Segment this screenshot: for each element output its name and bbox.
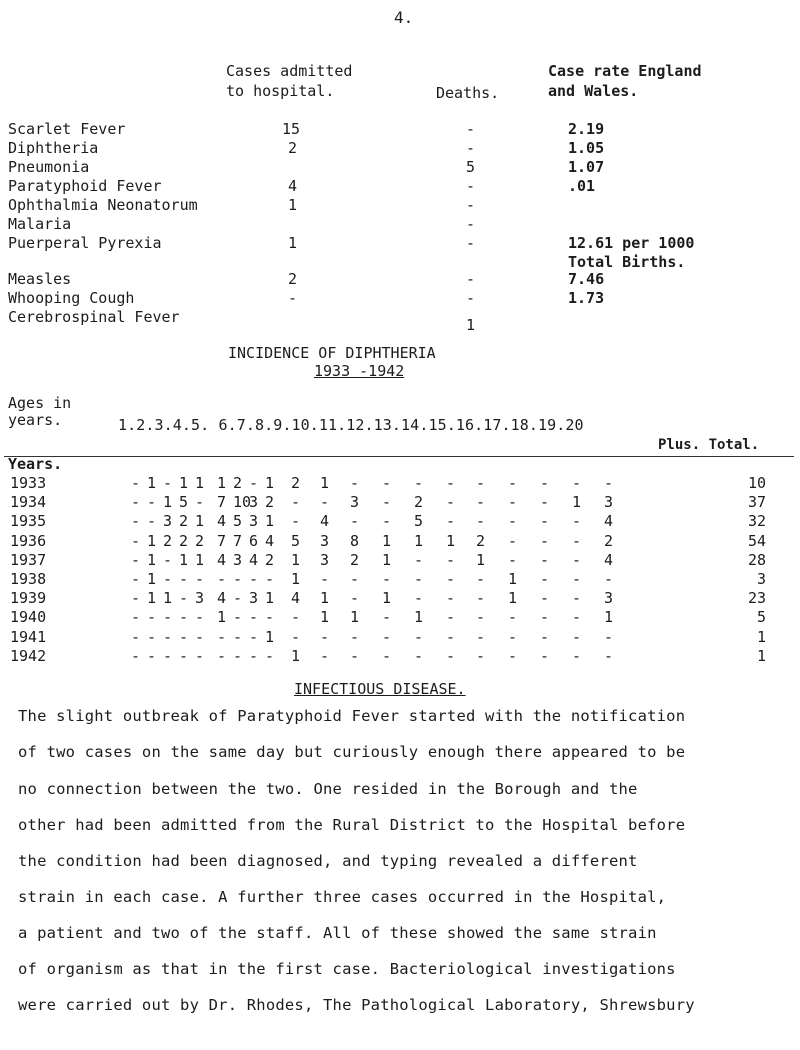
age-cell: - (233, 570, 243, 588)
age-cell: 3 (604, 589, 614, 607)
total-cell: 1 (756, 647, 766, 665)
age-cell: 1 (320, 608, 330, 626)
age-cell: 2 (604, 532, 614, 550)
age-cell: - (540, 608, 550, 626)
age-cell: 7 (217, 493, 227, 511)
age-cell: - (131, 474, 141, 492)
age-cell: - (540, 474, 550, 492)
deaths-value: - (466, 177, 476, 195)
age-cell: - (131, 589, 141, 607)
age-cell: - (604, 628, 614, 646)
age-cell: 4 (249, 551, 259, 569)
age-cell: 3 (604, 493, 614, 511)
age-cell: 2 (414, 493, 424, 511)
age-cell: 2 (195, 532, 205, 550)
admitted-value: 1 (288, 196, 298, 214)
age-cell: 5 (233, 512, 243, 530)
age-cell: - (508, 608, 518, 626)
year-label: 1939 (10, 589, 47, 607)
age-cell: - (540, 493, 550, 511)
age-cell: - (476, 493, 486, 511)
age-cell: - (233, 608, 243, 626)
admitted-value: 2 (288, 139, 298, 157)
age-cell: - (163, 551, 173, 569)
age-cell: 1 (382, 589, 392, 607)
admitted-value: 15 (282, 120, 301, 138)
age-cell: 1 (265, 512, 275, 530)
age-cell: - (147, 647, 157, 665)
age-cell: - (540, 532, 550, 550)
age-cell: - (540, 647, 550, 665)
age-cell: - (572, 608, 582, 626)
year-label: 1938 (10, 570, 47, 588)
disease-name: Diphtheria (8, 139, 99, 157)
age-cell: - (291, 493, 301, 511)
age-cell: 1 (572, 493, 582, 511)
deaths-header: Deaths. (436, 84, 500, 102)
age-cell: 1 (350, 608, 360, 626)
age-cell: 7 (217, 532, 227, 550)
age-cell: 1 (604, 608, 614, 626)
age-cell: - (446, 647, 456, 665)
deaths-value: - (466, 120, 476, 138)
age-cell: - (572, 589, 582, 607)
paragraph-line: of organism as that in the first case. Bacteriological investigations (18, 960, 676, 978)
rate-value: 2.19 (568, 120, 605, 138)
age-cell: - (163, 474, 173, 492)
age-cell: 3 (195, 589, 205, 607)
age-cell: 3 (249, 493, 259, 511)
age-cell: 3 (320, 532, 330, 550)
age-cell: - (131, 647, 141, 665)
age-cell: 3 (233, 551, 243, 569)
rate-value: 1.73 (568, 289, 605, 307)
age-cell: 1 (291, 570, 301, 588)
age-cell: - (350, 512, 360, 530)
age-cell: - (382, 628, 392, 646)
year-label: 1942 (10, 647, 47, 665)
age-cell: 4 (217, 512, 227, 530)
age-cell: - (540, 589, 550, 607)
header-divider (4, 456, 794, 457)
age-cell: - (476, 647, 486, 665)
deaths-value: - (466, 289, 476, 307)
age-cell: - (508, 512, 518, 530)
age-cell: - (572, 570, 582, 588)
disease-name: Malaria (8, 215, 72, 233)
age-cell: - (179, 647, 189, 665)
disease-name: Whooping Cough (8, 289, 135, 307)
age-cell: - (131, 628, 141, 646)
age-cell: - (508, 551, 518, 569)
age-cell: 1 (508, 570, 518, 588)
age-cell: - (446, 589, 456, 607)
age-cell: 1 (508, 589, 518, 607)
age-cell: - (604, 474, 614, 492)
age-cell: - (414, 570, 424, 588)
age-cell: - (249, 570, 259, 588)
age-cell: - (476, 512, 486, 530)
age-cell: - (195, 493, 205, 511)
age-cell: - (382, 608, 392, 626)
age-cell: 3 (163, 512, 173, 530)
age-cell: 4 (291, 589, 301, 607)
age-cell: - (163, 628, 173, 646)
age-cell: - (265, 570, 275, 588)
age-cell: - (233, 628, 243, 646)
age-cell: - (147, 628, 157, 646)
age-cell: - (414, 628, 424, 646)
year-label: 1936 (10, 532, 47, 550)
year-label: 1935 (10, 512, 47, 530)
deaths-value: - (466, 196, 476, 214)
rate-value: .01 (568, 177, 596, 195)
age-cell: - (572, 551, 582, 569)
age-cell: - (320, 647, 330, 665)
age-cell: - (217, 628, 227, 646)
age-cell: 10 (233, 493, 252, 511)
deaths-value: - (466, 234, 476, 252)
age-cell: - (249, 628, 259, 646)
age-cell: - (163, 570, 173, 588)
year-label: 1933 (10, 474, 47, 492)
deaths-value: - (466, 215, 476, 233)
age-cell: - (217, 647, 227, 665)
age-cell: 1 (217, 608, 227, 626)
total-cell: 1 (756, 628, 766, 646)
age-cell: 4 (217, 551, 227, 569)
age-cell: - (195, 628, 205, 646)
age-cell: - (446, 493, 456, 511)
age-cell: - (320, 628, 330, 646)
age-cell: - (163, 647, 173, 665)
admitted-value: 1 (288, 234, 298, 252)
age-cell: 5 (291, 532, 301, 550)
age-cell: - (382, 493, 392, 511)
deaths-value: 1 (466, 316, 476, 334)
age-cell: - (382, 512, 392, 530)
age-cell: - (540, 512, 550, 530)
rate-value: Total Births. (568, 253, 686, 271)
age-cell: - (446, 628, 456, 646)
year-label: 1940 (10, 608, 47, 626)
age-cell: 4 (217, 589, 227, 607)
age-cell: 4 (320, 512, 330, 530)
year-label: 1941 (10, 628, 47, 646)
age-cell: - (446, 474, 456, 492)
age-cell: - (163, 608, 173, 626)
rate-value: 1.07 (568, 158, 605, 176)
age-cell: - (131, 551, 141, 569)
age-cell: - (508, 647, 518, 665)
age-cell: 3 (350, 493, 360, 511)
admitted-header-line2: to hospital. (226, 82, 335, 100)
paragraph-line: of two cases on the same day but curiously enough there appeared to be (18, 743, 686, 761)
deaths-value: 5 (466, 158, 476, 176)
age-cell: 4 (604, 551, 614, 569)
age-cell: - (508, 532, 518, 550)
paragraph-line: The slight outbreak of Paratyphoid Fever started with the notification (18, 707, 686, 725)
disease-name: Pneumonia (8, 158, 90, 176)
age-cell: - (147, 608, 157, 626)
age-cell: - (195, 608, 205, 626)
age-cell: - (233, 647, 243, 665)
age-cell: - (476, 589, 486, 607)
paragraph-line: no connection between the two. One resided in the Borough and the (18, 780, 638, 798)
infectious-title: INFECTIOUS DISEASE. (294, 680, 466, 698)
age-cell: 1 (163, 589, 173, 607)
admitted-value: - (288, 289, 298, 307)
age-cell: - (540, 551, 550, 569)
age-cell: 1 (265, 628, 275, 646)
age-cell: 1 (476, 551, 486, 569)
age-cell: - (147, 493, 157, 511)
age-cell: - (291, 512, 301, 530)
age-cell: - (131, 493, 141, 511)
age-cell: 1 (179, 474, 189, 492)
age-cell: - (572, 628, 582, 646)
age-cell: 1 (382, 532, 392, 550)
age-cell: 4 (604, 512, 614, 530)
age-cell: 2 (233, 474, 243, 492)
total-cell: 37 (747, 493, 766, 511)
age-cell: - (233, 589, 243, 607)
age-cell: - (414, 551, 424, 569)
age-cell: 1 (446, 532, 456, 550)
age-cell: 6 (249, 532, 259, 550)
age-cell: 1 (179, 551, 189, 569)
age-cell: - (604, 647, 614, 665)
plus-total-header: Plus. Total. (658, 437, 760, 453)
age-cell: - (179, 570, 189, 588)
total-cell: 10 (747, 474, 766, 492)
age-cell: 1 (147, 474, 157, 492)
age-cell: 1 (414, 532, 424, 550)
age-cell: - (476, 628, 486, 646)
age-cell: 5 (179, 493, 189, 511)
admitted-value: 2 (288, 270, 298, 288)
age-cell: - (604, 570, 614, 588)
age-cell: - (572, 532, 582, 550)
age-cell: 2 (350, 551, 360, 569)
age-cell: - (350, 589, 360, 607)
paragraph-line: a patient and two of the staff. All of these showed the same strain (18, 924, 657, 942)
age-cell: - (179, 628, 189, 646)
diphtheria-period: 1933 -1942 (314, 362, 405, 380)
age-cell: - (414, 589, 424, 607)
disease-name: Measles (8, 270, 72, 288)
age-cell: 2 (265, 551, 275, 569)
age-cell: 1 (414, 608, 424, 626)
age-cell: - (320, 493, 330, 511)
age-cell: - (291, 628, 301, 646)
age-cell: 1 (147, 589, 157, 607)
age-cell: - (291, 608, 301, 626)
age-cell: - (540, 628, 550, 646)
deaths-value: - (466, 270, 476, 288)
age-cell: 5 (414, 512, 424, 530)
years-label: Years. (8, 455, 63, 473)
age-cell: - (147, 512, 157, 530)
age-cell: - (350, 647, 360, 665)
age-cell: 1 (291, 647, 301, 665)
total-cell: 28 (747, 551, 766, 569)
age-cell: 1 (320, 589, 330, 607)
age-cell: - (249, 474, 259, 492)
age-cell: - (540, 570, 550, 588)
age-cell: - (572, 647, 582, 665)
age-cell: 2 (179, 512, 189, 530)
age-cell: 1 (147, 570, 157, 588)
age-cell: 3 (249, 512, 259, 530)
age-cell: 4 (265, 532, 275, 550)
age-cell: - (446, 608, 456, 626)
diphtheria-title: INCIDENCE OF DIPHTHERIA (228, 344, 436, 362)
age-cell: 1 (265, 589, 275, 607)
age-cell: 2 (291, 474, 301, 492)
age-cell: 1 (147, 551, 157, 569)
age-cell: - (350, 628, 360, 646)
case-rate-header-line1: Case rate England (548, 62, 702, 80)
page-number: 4. (394, 8, 414, 27)
age-cell: 1 (291, 551, 301, 569)
age-cell: 1 (265, 474, 275, 492)
disease-name: Scarlet Fever (8, 120, 126, 138)
age-cell: - (320, 570, 330, 588)
age-cell: - (179, 608, 189, 626)
total-cell: 54 (747, 532, 766, 550)
age-cell: - (414, 647, 424, 665)
age-cell: - (382, 570, 392, 588)
age-cell: - (131, 608, 141, 626)
age-cell: 2 (163, 532, 173, 550)
age-cell: 1 (147, 532, 157, 550)
age-cell: 7 (233, 532, 243, 550)
disease-name: Paratyphoid Fever (8, 177, 162, 195)
age-cell: - (446, 512, 456, 530)
age-cell: - (195, 647, 205, 665)
rate-value: 12.61 per 1000 (568, 234, 695, 252)
age-cell: - (131, 512, 141, 530)
paragraph-line: other had been admitted from the Rural District to the Hospital before (18, 816, 686, 834)
age-cell: - (179, 589, 189, 607)
age-cell: - (508, 628, 518, 646)
paragraph-line: strain in each case. A further three cases occurred in the Hospital, (18, 888, 667, 906)
admitted-header-line1: Cases admitted (226, 62, 353, 80)
age-cell: 1 (320, 474, 330, 492)
age-cell: - (350, 570, 360, 588)
rate-value: 7.46 (568, 270, 605, 288)
age-cell: 1 (195, 512, 205, 530)
age-cell: 1 (195, 474, 205, 492)
age-cell: 8 (350, 532, 360, 550)
total-cell: 32 (747, 512, 766, 530)
age-cell: - (476, 570, 486, 588)
age-cell: - (572, 512, 582, 530)
total-cell: 3 (756, 570, 766, 588)
age-cell: - (195, 570, 205, 588)
age-cell: - (249, 608, 259, 626)
admitted-value: 4 (288, 177, 298, 195)
paragraph-line: were carried out by Dr. Rhodes, The Pathological Laboratory, Shrewsbury (18, 996, 695, 1014)
age-cell: - (217, 570, 227, 588)
age-cell: - (265, 647, 275, 665)
age-cell: 1 (217, 474, 227, 492)
age-cell: - (131, 532, 141, 550)
total-cell: 5 (756, 608, 766, 626)
ages-label-line2: years. (8, 411, 63, 429)
ages-label-line1: Ages in (8, 394, 72, 412)
age-header: 1.2.3.4.5. 6.7.8.9.10.11.12.13.14.15.16.17.18.19.20 (118, 416, 584, 434)
deaths-value: - (466, 139, 476, 157)
age-cell: 1 (382, 551, 392, 569)
case-rate-header-line2: and Wales. (548, 82, 639, 100)
age-cell: - (249, 647, 259, 665)
age-cell: 2 (265, 493, 275, 511)
rate-value: 1.05 (568, 139, 605, 157)
age-cell: 2 (476, 532, 486, 550)
age-cell: 1 (195, 551, 205, 569)
year-label: 1934 (10, 493, 47, 511)
age-cell: - (265, 608, 275, 626)
year-label: 1937 (10, 551, 47, 569)
age-cell: - (476, 474, 486, 492)
age-cell: 2 (179, 532, 189, 550)
disease-name: Ophthalmia Neonatorum (8, 196, 198, 214)
age-cell: - (382, 474, 392, 492)
disease-name: Puerperal Pyrexia (8, 234, 162, 252)
age-cell: - (446, 551, 456, 569)
age-cell: 3 (320, 551, 330, 569)
total-cell: 23 (747, 589, 766, 607)
age-cell: - (414, 474, 424, 492)
disease-name: Cerebrospinal Fever (8, 308, 180, 326)
age-cell: - (508, 474, 518, 492)
age-cell: - (446, 570, 456, 588)
age-cell: - (382, 647, 392, 665)
age-cell: 1 (163, 493, 173, 511)
age-cell: - (508, 493, 518, 511)
age-cell: 3 (249, 589, 259, 607)
age-cell: - (572, 474, 582, 492)
age-cell: - (350, 474, 360, 492)
age-cell: - (476, 608, 486, 626)
age-cell: - (131, 570, 141, 588)
paragraph-line: the condition had been diagnosed, and typing revealed a different (18, 852, 638, 870)
